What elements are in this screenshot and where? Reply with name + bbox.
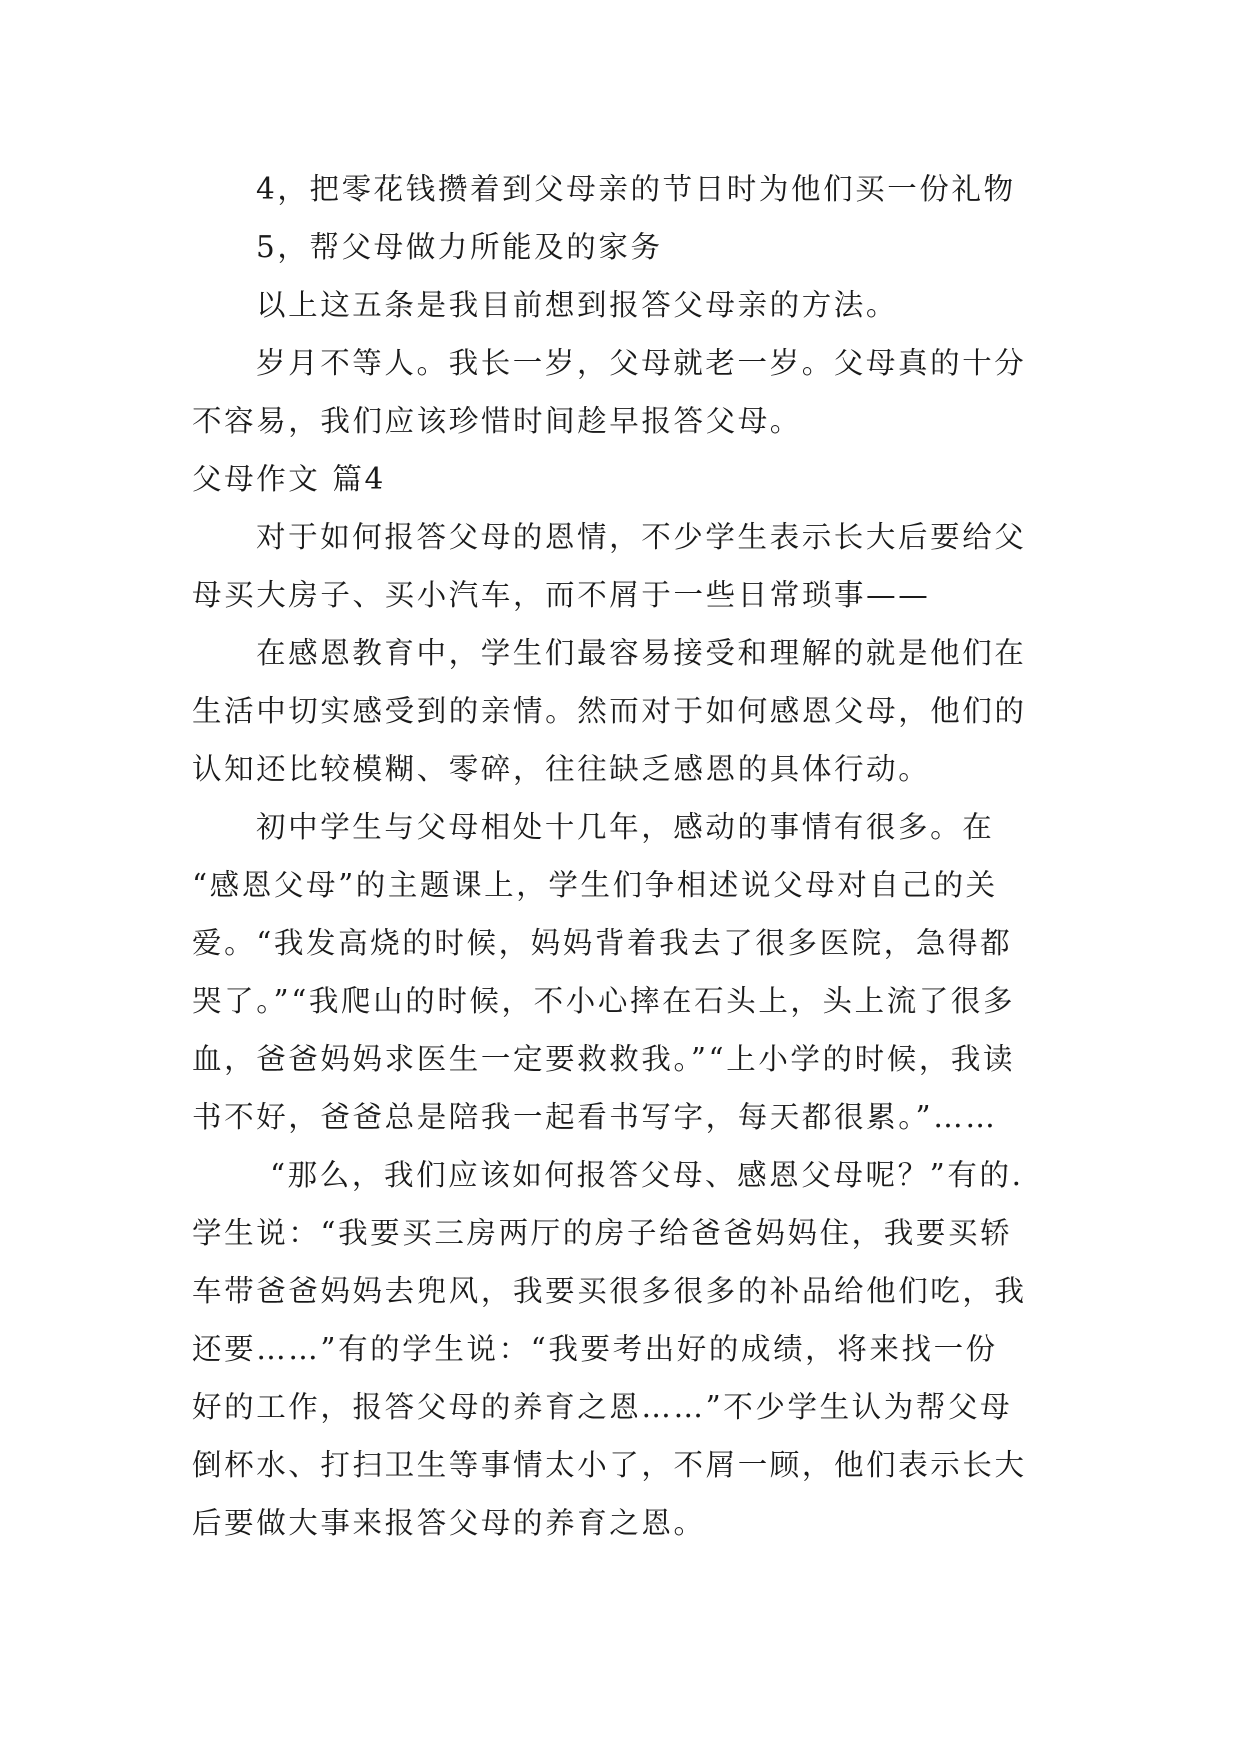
paragraph-line: 生活中切实感受到的亲情。然而对于如何感恩父母，他们的 bbox=[192, 694, 1027, 728]
paragraph-line: “感恩父母”的主题课上，学生们争相述说父母对自己的关 bbox=[192, 868, 998, 902]
paragraph-line: 对于如何报答父母的恩情，不少学生表示长大后要给父 bbox=[256, 520, 1027, 554]
paragraph-line: 学生说：“我要买三房两厅的房子给爸爸妈妈住，我要买轿 bbox=[192, 1216, 1013, 1250]
paragraph-line: 哭了。”“我爬山的时候，不小心摔在石头上，头上流了很多 bbox=[192, 984, 1016, 1018]
paragraph-line: 好的工作，报答父母的养育之恩……”不少学生认为帮父母 bbox=[192, 1390, 1013, 1424]
paragraph-line: 倒杯水、打扫卫生等事情太小了，不屑一顾，他们表示长大 bbox=[192, 1448, 1027, 1482]
list-item-4: 4，把零花钱攒着到父母亲的节日时为他们买一份礼物 bbox=[256, 172, 1016, 206]
paragraph-line: 书不好，爸爸总是陪我一起看书写字，每天都很累。”…… bbox=[192, 1100, 998, 1134]
paragraph-summary: 以上这五条是我目前想到报答父母亲的方法。 bbox=[256, 288, 899, 322]
section-heading: 父母作文 篇4 bbox=[192, 462, 386, 496]
paragraph-line: 血，爸爸妈妈求医生一定要救救我。”“上小学的时候，我读 bbox=[192, 1042, 1016, 1076]
paragraph-line: 认知还比较模糊、零碎，往往缺乏感恩的具体行动。 bbox=[192, 752, 931, 786]
paragraph-line: 车带爸爸妈妈去兜风，我要买很多很多的补品给他们吃，我 bbox=[192, 1274, 1027, 1308]
document-body bbox=[192, 160, 1058, 1552]
paragraph-line: “那么，我们应该如何报答父母、感恩父母呢？”有的. bbox=[270, 1158, 1024, 1192]
paragraph-line: 岁月不等人。我长一岁，父母就老一岁。父母真的十分 bbox=[256, 346, 1027, 380]
paragraph-line: 不容易，我们应该珍惜时间趁早报答父母。 bbox=[192, 404, 802, 438]
paragraph-line: 还要……”有的学生说：“我要考出好的成绩，将来找一份 bbox=[192, 1332, 998, 1366]
paragraph-line: 爱。“我发高烧的时候，妈妈背着我去了很多医院，急得都 bbox=[192, 926, 1013, 960]
paragraph-line: 母买大房子、买小汽车，而不屑于一些日常琐事—— bbox=[192, 578, 931, 612]
paragraph-line: 初中学生与父母相处十几年，感动的事情有很多。在 bbox=[256, 810, 995, 844]
paragraph-line: 后要做大事来报答父母的养育之恩。 bbox=[192, 1506, 706, 1540]
list-item-5: 5，帮父母做力所能及的家务 bbox=[256, 230, 663, 264]
paragraph-line: 在感恩教育中，学生们最容易接受和理解的就是他们在 bbox=[256, 636, 1027, 670]
